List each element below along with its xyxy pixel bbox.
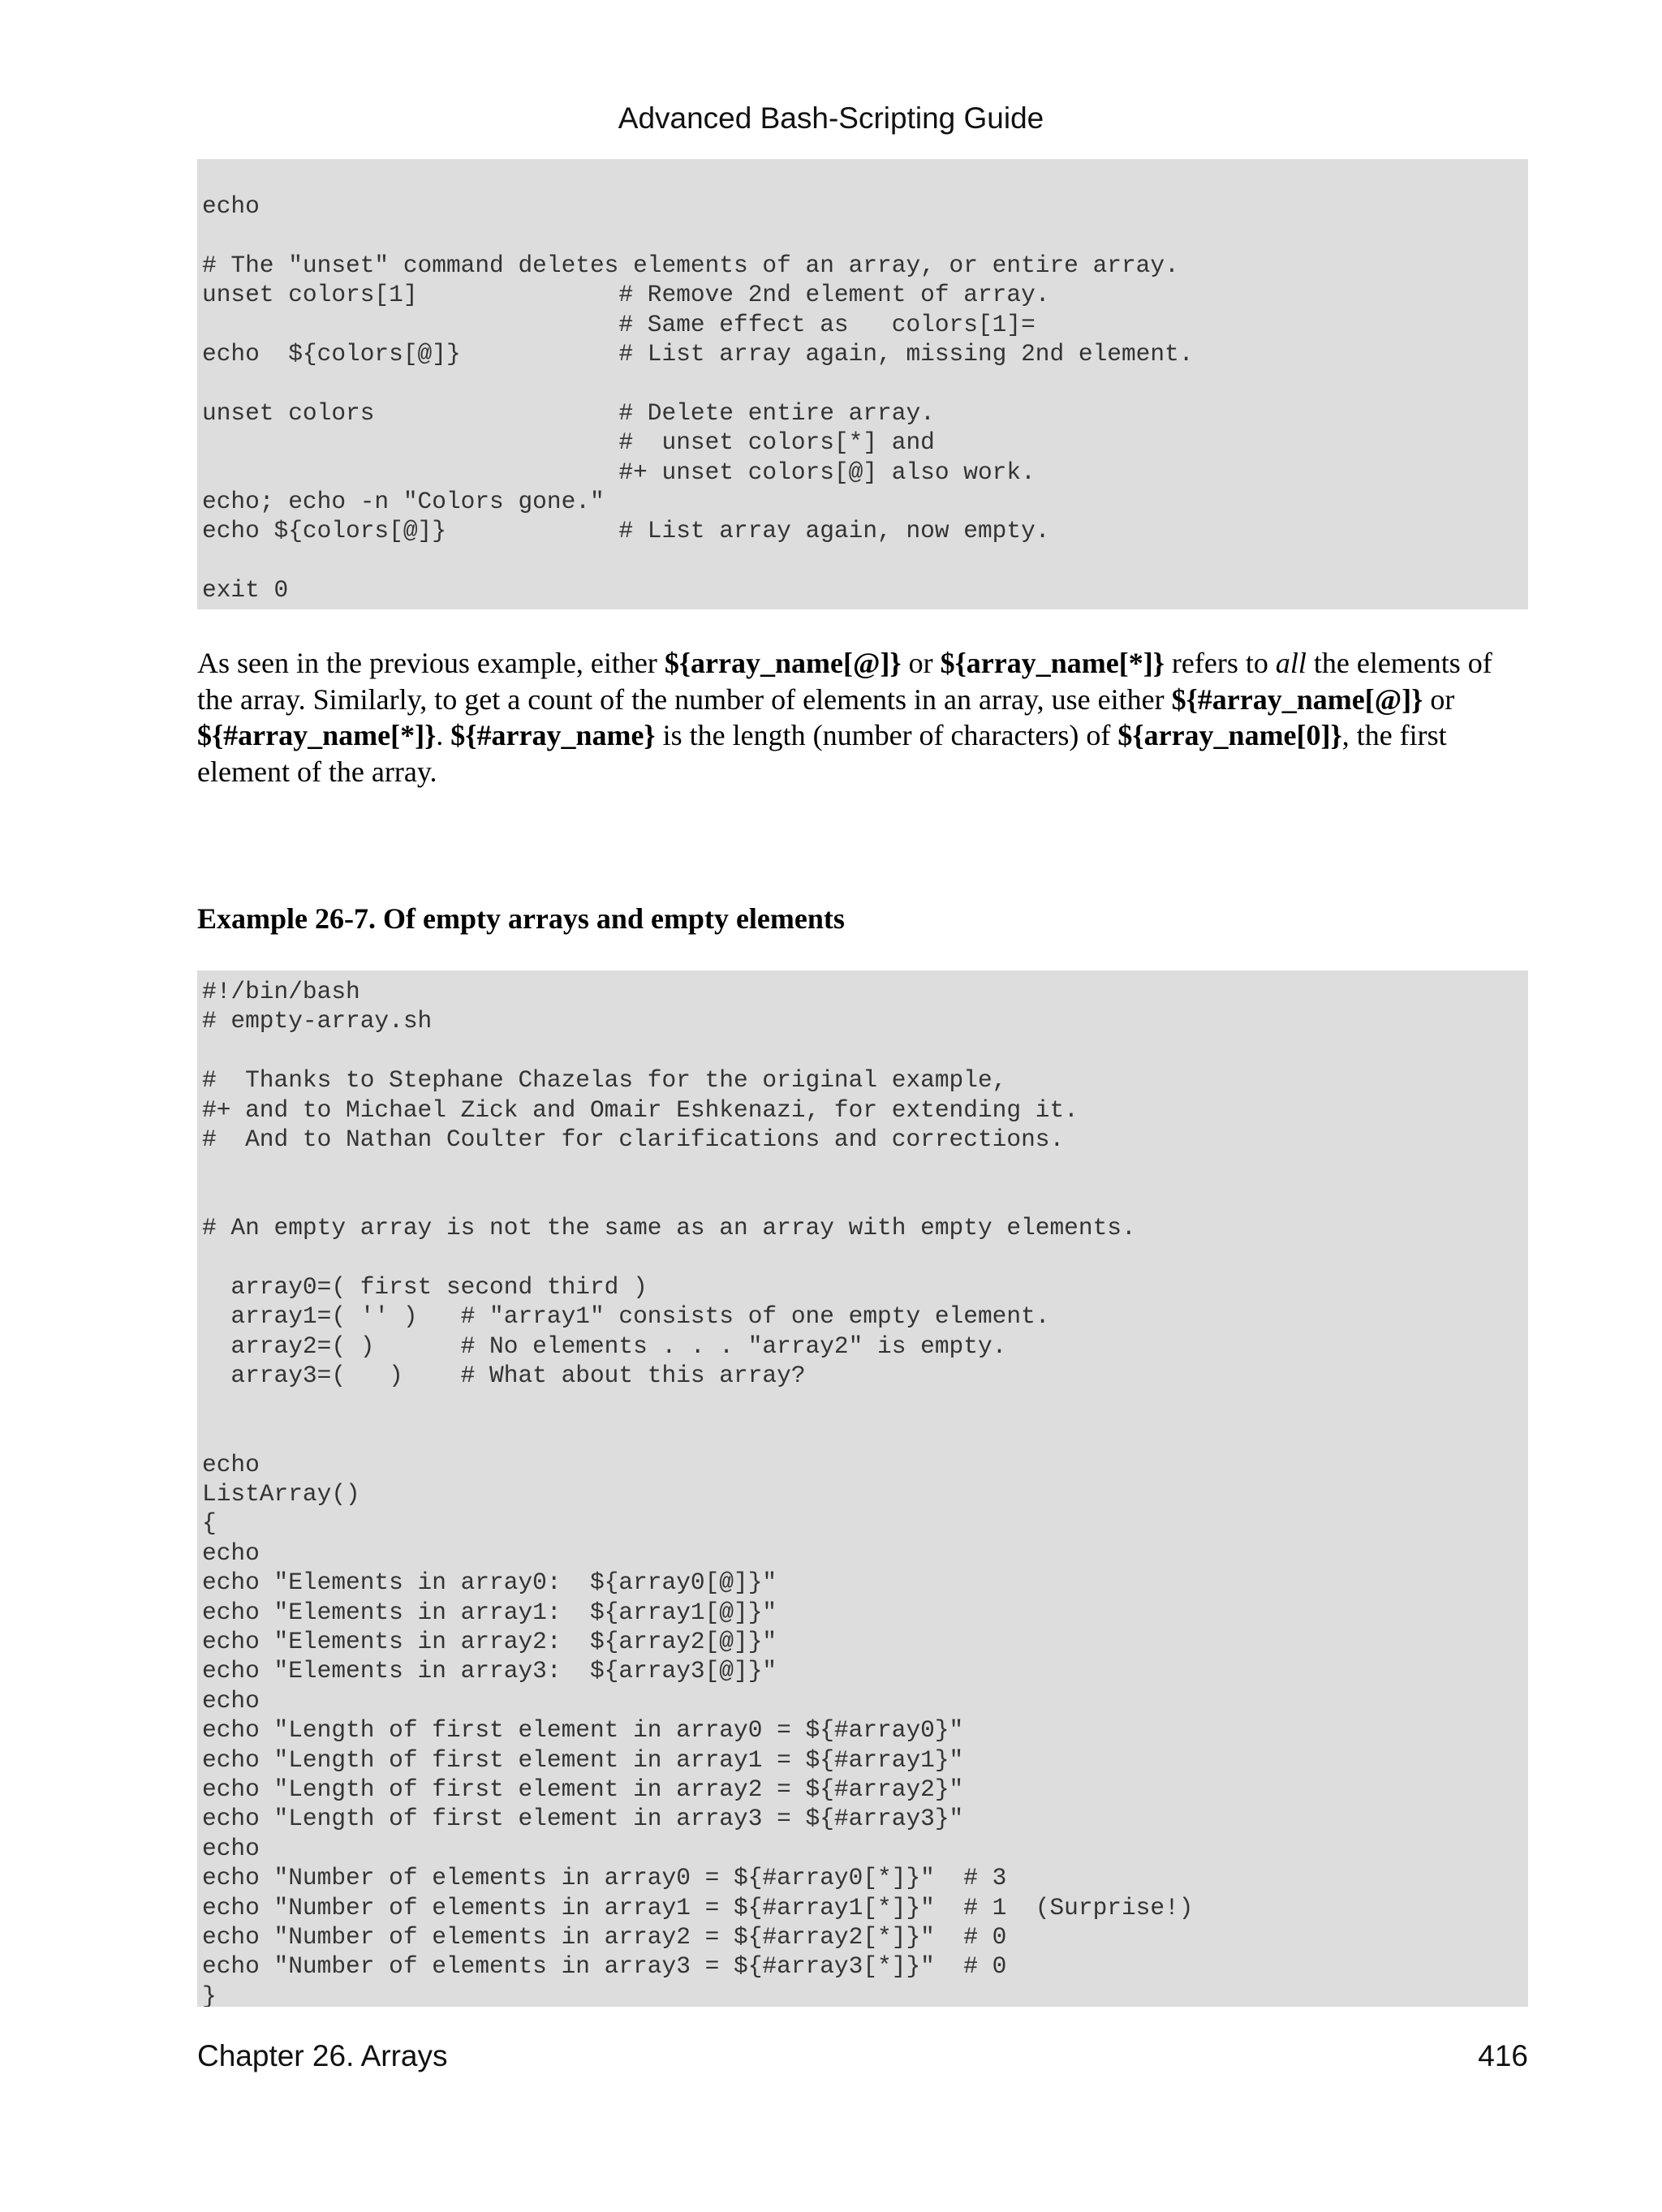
example-title: Example 26-7. Of empty arrays and empty elements [197, 902, 845, 935]
inline-code-array-all-at: ${array_name[@]} [664, 647, 902, 679]
inline-code-first-element: ${array_name[0]} [1117, 719, 1342, 751]
emphasis-all: all [1275, 647, 1307, 679]
body-paragraph [197, 645, 1528, 790]
paragraph-text: refers to [1164, 647, 1276, 679]
page-header: Advanced Bash-Scripting Guide [618, 101, 1044, 135]
paragraph-text: the elements of the array. Similarly, to get a count of the number of elements in an array, use either [197, 647, 1492, 716]
footer-page-number: 416 [1478, 2039, 1528, 2072]
code-block-empty-array: #!/bin/bash # empty-array.sh # Thanks to Stephane Chazelas for the original example, #+ and to Michael Zick and Omair Eshkenazi, for extending it. # And to Nathan Coulter for clarifications and corrections. # An empty array is not the same as an array with empty elements. array0=( first second third ) array1=( '' ) # "array1" consists of one empty element. array2=( ) # No elements . . . "array2" is empty. array3=( ) # What about this array? echo ListArray() { echo echo "Elements in array0: ${array0[@]}" echo "Elements in array1: ${array1[@]}" echo "Elements in array2: ${array2[@]}" echo "Elements in array3: ${array3[@]}" echo echo "Length of first element in array0 = ${#array0}" echo "Length of first element in array1 = ${#array1}" echo "Length of first element in array2 = ${#array2}" echo "Length of first element in array3 = ${#array3}" echo echo "Number of elements in array0 = ${#array0[*]}" # 3 echo "Number of elements in array1 = ${#array1[*]}" # 1 (Surprise!) echo "Number of elements in array2 = ${#array2[*]}" # 0 echo "Number of elements in array3 = ${#array3[*]}" # 0 } [197, 970, 1528, 2007]
inline-code-count-at: ${#array_name[@]} [1171, 682, 1423, 716]
paragraph-text: As seen in the previous example, either [197, 647, 665, 679]
paragraph-text: . [436, 719, 451, 751]
inline-code-array-all-star: ${array_name[*]} [940, 647, 1165, 679]
paragraph-text: is the length (number of characters) of [655, 719, 1118, 751]
code-block-unset-example: echo # The "unset" command deletes elements of an array, or entire array. unset colors[1] # Remove 2nd element of array. # Same effect as colors[1]= echo ${colors[@]} # List array again, missing 2nd element. unset colors # Delete entire array. # unset colors[*] and #+ unset colors[@] also work. echo; echo -n "Colors gone." echo ${colors[@]} # List array again, now empty. exit 0 [197, 159, 1528, 609]
paragraph-text: or [1423, 682, 1455, 716]
paragraph-text: , the first element of the array. [197, 719, 1447, 788]
inline-code-count-star: ${#array_name[*]} [197, 719, 437, 751]
footer-chapter: Chapter 26. Arrays [197, 2039, 448, 2072]
inline-code-length: ${#array_name} [450, 719, 656, 751]
paragraph-text: or [901, 647, 941, 679]
